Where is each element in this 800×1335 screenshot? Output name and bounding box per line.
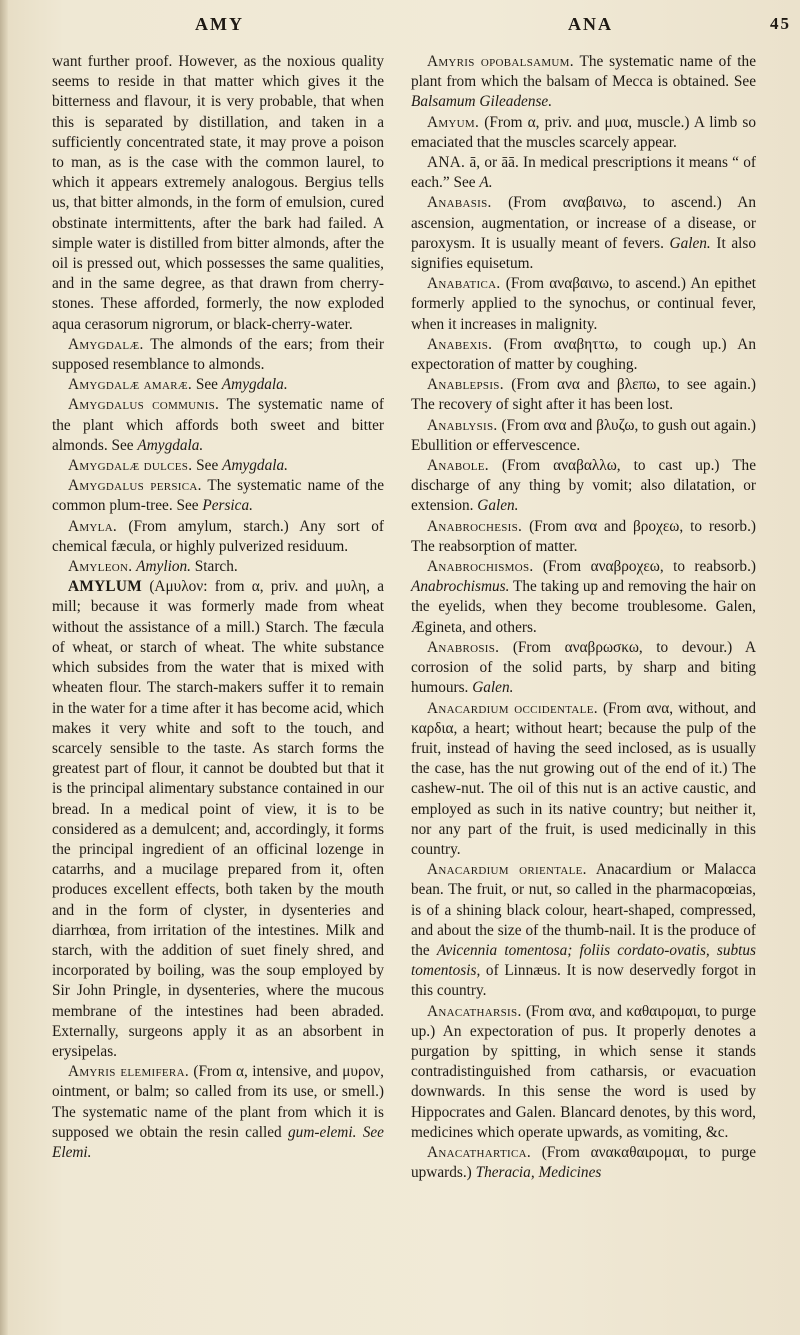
- entry-definition: (From αναβηττω, to cough up.) An expectoration of matter by coughing.: [411, 335, 756, 374]
- dictionary-entry: [52, 395, 384, 456]
- dictionary-entry: [411, 193, 756, 274]
- entry-headword: Anabexis.: [427, 335, 493, 353]
- entry-headword: Anabasis.: [427, 194, 492, 212]
- dictionary-entry: [411, 456, 756, 517]
- entry-headword: Amygdalæ dulces.: [68, 457, 193, 475]
- entry-reference: Persica.: [202, 497, 253, 515]
- entry-headword: Amygdalæ amaræ.: [68, 376, 193, 394]
- header-right-guide-word: ANA: [568, 14, 613, 34]
- entry-definition: See: [192, 376, 222, 394]
- entry-headword: Anacathartica.: [427, 1143, 531, 1161]
- header-left-guide-word: AMY: [195, 14, 244, 34]
- entry-definition: (From αναβρωσκω, to devour.) A corrosion of the solid parts, by sharp and biting humours.: [411, 638, 756, 697]
- entry-headword: ANA.: [427, 154, 466, 172]
- dictionary-entry: [411, 1002, 756, 1143]
- entry-reference: Galen.: [669, 234, 711, 252]
- entry-definition-tail: of Linnæus. It is now deservedly forgot in this country.: [411, 962, 756, 1000]
- left-column: [52, 52, 384, 1163]
- entry-definition: (From ανακαθαιρομαι, to purge upwards.): [411, 1143, 756, 1182]
- dictionary-entry: [52, 375, 384, 395]
- entry-reference: Galen.: [472, 679, 514, 697]
- dictionary-entry: [52, 335, 384, 375]
- entry-headword: Amyum.: [427, 113, 480, 131]
- entry-headword: Amyris elemifera.: [68, 1063, 189, 1081]
- entry-definition: (From ανα, without, and καρδια, a heart; without heart; because the pulp of the fruit, instead of having the seed inclosed, as is usually the case, has the nut growing out of the end of it.) The cashew-nut. The oil of this nut is an active caustic, and employed as such in its native country; but neither it, nor any part of the fruit, is used medicinally in this country.: [411, 699, 756, 858]
- dictionary-entry: [52, 517, 384, 557]
- page-binding-edge: [0, 0, 8, 1335]
- entry-headword: Anablysis.: [427, 416, 498, 434]
- entry-reference: Galen.: [477, 497, 519, 515]
- dictionary-entry: [52, 52, 384, 335]
- dictionary-entry: [411, 113, 756, 153]
- dictionary-entry: [52, 557, 384, 577]
- entry-reference: Amylion.: [136, 558, 191, 576]
- entry-reference: Avicennia tomentosa; foliis cordato-ovatis, subtus tomentosis,: [411, 941, 756, 980]
- entry-reference: Balsamum Gileadense.: [411, 93, 553, 111]
- dictionary-entry: [411, 153, 756, 193]
- entry-headword: Amyla.: [68, 517, 118, 535]
- right-column: [411, 52, 756, 1183]
- entry-definition: (From ανα and βροχεω, to resorb.) The reabsorption of matter.: [411, 517, 756, 555]
- dictionary-entry: [52, 1062, 384, 1163]
- entry-definition: (Αμυλον: from α, priv. and μυλη, a mill; because it was formerly made from wheat without the assistance of a mill.) Starch. The fæcula of wheat, or starch of wheat. The white substance which subsides from the water that is mixed with wheaten flour. The starch-makers suffer it to remain in the water for a time after it has become acid, which makes it very white and soft to the touch, and scarcely sensible to the taste. As starch forms the greatest part of flour, it cannot be doubted but that it is the principal alimentary substance contained in our bread. In a medical point of view, it is to be considered as a demulcent; and, accordingly, it forms the principal ingredient of an officinal lozenge in catarrhs, and a mucilage prepared from it, often produces excellent effects, both taken by the mouth and in the form of clyster, in dysenteries and diarrhœa, from irritation of the intestines. Milk and starch, with the addition of suet finely shred, and incorporated by boiling, was the soup employed by Sir John Pringle, in dysenteries, where the mucous membrane of the intestines had been abraded. Externally, surgeons apply it as an absorbent in erysipelas.: [52, 578, 384, 1060]
- dictionary-entry: [411, 699, 756, 861]
- entry-definition: The almonds of the ears; from their supposed resemblance to almonds.: [52, 335, 384, 374]
- entry-headword: Amygdalæ.: [68, 335, 144, 353]
- entry-definition: (From α, intensive, and μυρον, ointment, or balm; so called from its use, or smell.) The systematic name of the plant from which it is supposed we obtain the resin called: [52, 1063, 385, 1141]
- dictionary-entry: [411, 860, 756, 1001]
- entry-headword: Amyleon.: [68, 558, 133, 576]
- entry-definition: The systematic name of the plant which affords both sweet and bitter almonds. See: [52, 396, 384, 454]
- entry-reference: gum-elemi. See Elemi.: [52, 1123, 384, 1161]
- entry-headword: Anabrosis.: [427, 638, 500, 656]
- entry-headword: Anabole.: [427, 457, 489, 475]
- entry-definition: The systematic name of the plant from which the balsam of Mecca is obtained. See: [411, 53, 756, 91]
- entry-headword: Anacatharsis.: [427, 1002, 522, 1020]
- dictionary-entry: [411, 274, 756, 335]
- dictionary-entry: [52, 456, 384, 476]
- dictionary-entry: [411, 416, 756, 456]
- entry-headword: AMYLUM: [68, 578, 143, 596]
- dictionary-entry: [411, 517, 756, 557]
- entry-headword: Amygdalus communis.: [68, 396, 220, 414]
- entry-headword: Anacardium occidentale.: [427, 699, 598, 717]
- entry-definition: The systematic name of the common plum-tree. See: [52, 477, 384, 515]
- entry-reference: Theracia, Medicines: [475, 1164, 602, 1182]
- entry-definition: (From αναβροχεω, to reabsorb.): [533, 558, 756, 576]
- entry-reference: A.: [479, 174, 493, 192]
- entry-reference: Amygdala.: [221, 376, 288, 394]
- entry-definition: Anacardium or Malacca bean. The fruit, or nut, so called in the pharmacopœias, is of a shining black colour, heart-shaped, compressed, and about the size of the thumb-nail. It is the produce of the: [411, 861, 756, 959]
- entry-definition: ā, or āā. In medical prescriptions it means “ of each.” See: [411, 154, 756, 192]
- dictionary-entry: [411, 557, 756, 638]
- entry-headword: Anacardium orientale.: [427, 861, 587, 879]
- entry-headword: Amygdalus persica.: [68, 477, 202, 495]
- entry-definition: (From ανα, and καθαιρομαι, to purge up.) An expectoration of pus. It properly denotes a purgation by spitting, in which sense it stands contradistinguished from catharsis, or evacuation downwards. In this sense the word is used by Hippocrates and Galen. Blancard denotes, by this word, medicines which operate upwards, as vomiting, &c.: [411, 1002, 756, 1141]
- entry-headword: Anabrochismos.: [427, 558, 534, 576]
- entry-definition: (From ανα and βλεπω, to see again.) The recovery of sight after it has been lost.: [411, 376, 756, 414]
- entry-definition: (From αναβαινω, to ascend.) An epithet formerly applied to the synochus, or continual fever, when it increases in malignity.: [411, 275, 756, 333]
- dictionary-entry: [52, 476, 384, 516]
- entry-definition: (From αναβαλλω, to cast up.) The discharge of any thing by vomit; also dilatation, or extension.: [411, 457, 756, 515]
- entry-headword: Anablepsis.: [427, 376, 504, 394]
- dictionary-entry: [411, 638, 756, 699]
- entry-definition-tail: The taking up and removing the hair on the eyelids, when they become troublesome. Galen, Ægineta, and others.: [411, 578, 756, 636]
- entry-definition: want further proof. However, as the noxious quality seems to reside in that matter which gives it the bitterness and flavour, it is very probable, that when this is separated by distillation, and taken in a sufficiently concentrated state, it may prove a poison to man, as is the case with the common laurel, to which it appears extremely analogous. Bergius tells us, that bitter almonds, in the form of emulsion, cured obstinate intermittents, after the bark had failed. A simple water is distilled from bitter almonds, after the oil is pressed out, which possesses the same qualities, and in the same degree, as that drawn from cherry-stones. These afforded, formerly, the now exploded aqua cerasorum nigrorum, or black-cherry-water.: [52, 53, 384, 333]
- entry-definition-tail: It also signifies equisetum.: [411, 234, 756, 273]
- dictionary-entry: [411, 335, 756, 375]
- entry-reference: Amygdala.: [222, 457, 288, 475]
- dictionary-entry: [411, 52, 756, 113]
- dictionary-entry: [411, 1143, 756, 1183]
- running-header: [0, 14, 800, 44]
- entry-definition: (From amylum, starch.) Any sort of chemical fæcula, or highly pulverized residuum.: [52, 517, 384, 555]
- entry-reference: Amygdala.: [137, 436, 204, 454]
- entry-headword: Anabrochesis.: [427, 517, 523, 535]
- entry-definition: (From α, priv. and μυα, muscle.) A limb so emaciated that the muscles scarcely appear.: [411, 113, 756, 151]
- entry-definition: See: [192, 457, 223, 475]
- page-number: 45: [770, 14, 791, 33]
- dictionary-entry: [52, 577, 384, 1062]
- dictionary-entry: [411, 375, 756, 415]
- entry-headword: Anabatica.: [427, 275, 501, 293]
- entry-definition: (From ανα and βλυζω, to gush out again.) Ebullition or effervescence.: [411, 416, 756, 454]
- entry-headword: Amyris opobalsamum.: [427, 53, 574, 70]
- entry-definition: (From αναβαινω, to ascend.) An ascension, augmentation, or increase of a disease, or paroxysm. It is usually meant of fevers.: [411, 194, 756, 252]
- entry-reference: Anabrochismus.: [411, 578, 510, 596]
- entry-definition: Starch.: [190, 558, 238, 576]
